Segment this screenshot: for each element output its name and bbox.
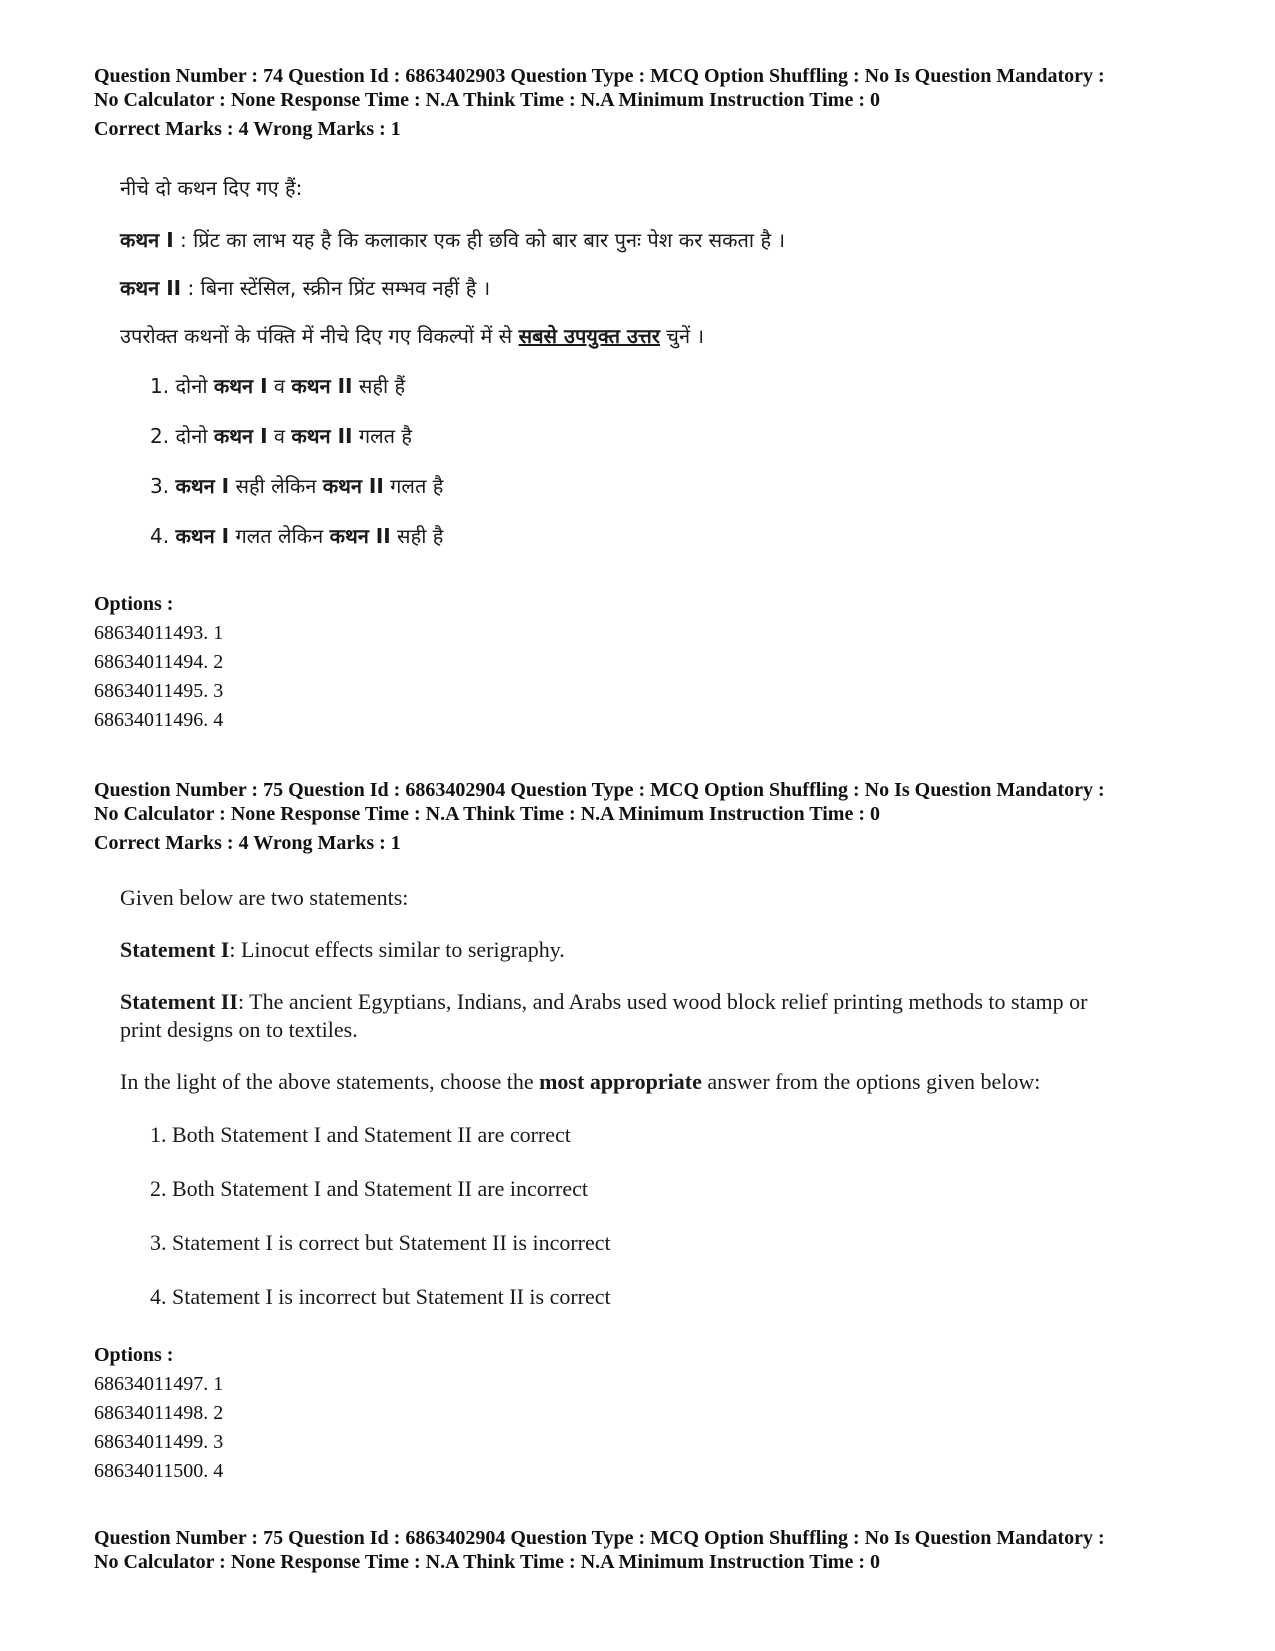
choice-part: 2. दोनो: [150, 424, 214, 448]
meta-line-1: Question Number : 74 Question Id : 6863402903 Question Type : MCQ Option Shuffling : No Is Question Mandatory :: [94, 65, 1105, 87]
q75-intro: Given below are two statements:: [120, 885, 409, 910]
q74-instr-post: चुनें ।: [659, 324, 705, 348]
q75-instr-pre: In the light of the above statements, choose the: [120, 1069, 540, 1094]
choice-part: कथन II: [329, 524, 391, 548]
q75-choice-2: 2. Both Statement I and Statement II are incorrect: [150, 1176, 589, 1201]
q74-choice-1: [150, 372, 405, 399]
meta-line-2: No Calculator : None Response Time : N.A Think Time : N.A Minimum Instruction Time : 0: [94, 1551, 880, 1573]
choice-part: गलत लेकिन: [229, 524, 330, 548]
q74-option-4: 68634011496. 4: [94, 709, 224, 731]
q75-s2-label: Statement II: [120, 989, 238, 1014]
q75-option-3: 68634011499. 3: [94, 1431, 224, 1453]
choice-part: कथन II: [322, 474, 384, 498]
meta-line-1: Question Number : 75 Question Id : 6863402904 Question Type : MCQ Option Shuffling : No Is Question Mandatory :: [94, 779, 1105, 801]
choice-part: गलत है: [383, 474, 444, 498]
q75-choice-3: 3. Statement I is correct but Statement II is incorrect: [150, 1230, 611, 1255]
choice-part: व: [267, 374, 292, 398]
q74-instr-bold: सबसे उपयुक्त उत्तर: [518, 324, 660, 348]
q75-s1-text: : Linocut effects similar to serigraphy.: [229, 937, 565, 962]
q74-choice-4: [150, 522, 443, 549]
choice-part: 1. दोनो: [150, 374, 214, 398]
meta-line-1: Question Number : 75 Question Id : 6863402904 Question Type : MCQ Option Shuffling : No Is Question Mandatory :: [94, 1527, 1105, 1549]
q74-choice-3: [150, 472, 443, 499]
choice-part: कथन I: [213, 424, 268, 448]
choice-part: कथन II: [291, 424, 353, 448]
q75-option-2: 68634011498. 2: [94, 1402, 224, 1424]
q74-s2-text: : बिना स्टेंसिल, स्क्रीन प्रिंट सम्भव नहीं है ।: [181, 276, 491, 300]
q74-option-2: 68634011494. 2: [94, 651, 224, 673]
q74-s1-text: : प्रिंट का लाभ यह है कि कलाकार एक ही छवि को बार बार पुनः पेश कर सकता है ।: [173, 228, 786, 252]
q75-choice-1: 1. Both Statement I and Statement II are correct: [150, 1122, 571, 1147]
q75-options-label: Options :: [94, 1344, 174, 1366]
q75-option-4: 68634011500. 4: [94, 1460, 224, 1482]
q74-option-3: 68634011495. 3: [94, 680, 224, 702]
choice-part: कथन II: [291, 374, 353, 398]
choice-part: सही लेकिन: [229, 474, 323, 498]
q74-instr-pre: उपरोक्त कथनों के पंक्ति में नीचे दिए गए विकल्पों में से: [120, 324, 519, 348]
question-75-marks: Correct Marks : 4 Wrong Marks : 1: [94, 832, 401, 854]
q75-option-1: 68634011497. 1: [94, 1373, 224, 1395]
choice-part: कथन I: [175, 474, 230, 498]
q75-instr-post: answer from the options given below:: [701, 1069, 1041, 1094]
choice-part: सही हैं: [352, 374, 406, 398]
q74-option-1: 68634011493. 1: [94, 622, 224, 644]
q75-instruction: [120, 1069, 1040, 1095]
choice-part: कथन I: [213, 374, 268, 398]
q75-s2-text-line-1: : The ancient Egyptians, Indians, and Arabs used wood block relief printing methods to stamp or: [237, 989, 1088, 1014]
meta-line-2: No Calculator : None Response Time : N.A Think Time : N.A Minimum Instruction Time : 0: [94, 89, 880, 111]
choice-part: कथन I: [175, 524, 230, 548]
q75-statement-2-cont: print designs on to textiles.: [120, 1017, 358, 1042]
q74-statement-1: [120, 226, 785, 253]
question-75-meta: [94, 778, 1105, 826]
choice-part: 3.: [150, 474, 176, 498]
choice-part: व: [267, 424, 292, 448]
q74-statement-2: [120, 274, 490, 301]
q75-statement-2: [120, 989, 1087, 1015]
q74-s1-label: कथन I: [120, 228, 174, 252]
q74-choice-2: [150, 422, 412, 449]
question-74-marks: Correct Marks : 4 Wrong Marks : 1: [94, 118, 401, 140]
q74-s2-label: कथन II: [120, 276, 182, 300]
question-75-repeat-meta: [94, 1526, 1105, 1574]
question-74-meta: [94, 64, 1105, 112]
choice-part: गलत है: [352, 424, 413, 448]
choice-part: सही है: [390, 524, 444, 548]
q75-statement-1: [120, 937, 565, 963]
q75-instr-bold: most appropriate: [539, 1069, 702, 1094]
choice-part: 4.: [150, 524, 176, 548]
q75-s1-label: Statement I: [120, 937, 230, 962]
q74-options-label: Options :: [94, 593, 174, 615]
meta-line-2: No Calculator : None Response Time : N.A Think Time : N.A Minimum Instruction Time : 0: [94, 803, 880, 825]
q74-instruction: [120, 322, 704, 349]
q75-choice-4: 4. Statement I is incorrect but Statement II is correct: [150, 1284, 611, 1309]
q74-intro: नीचे दो कथन दिए गए हैं:: [120, 176, 303, 200]
